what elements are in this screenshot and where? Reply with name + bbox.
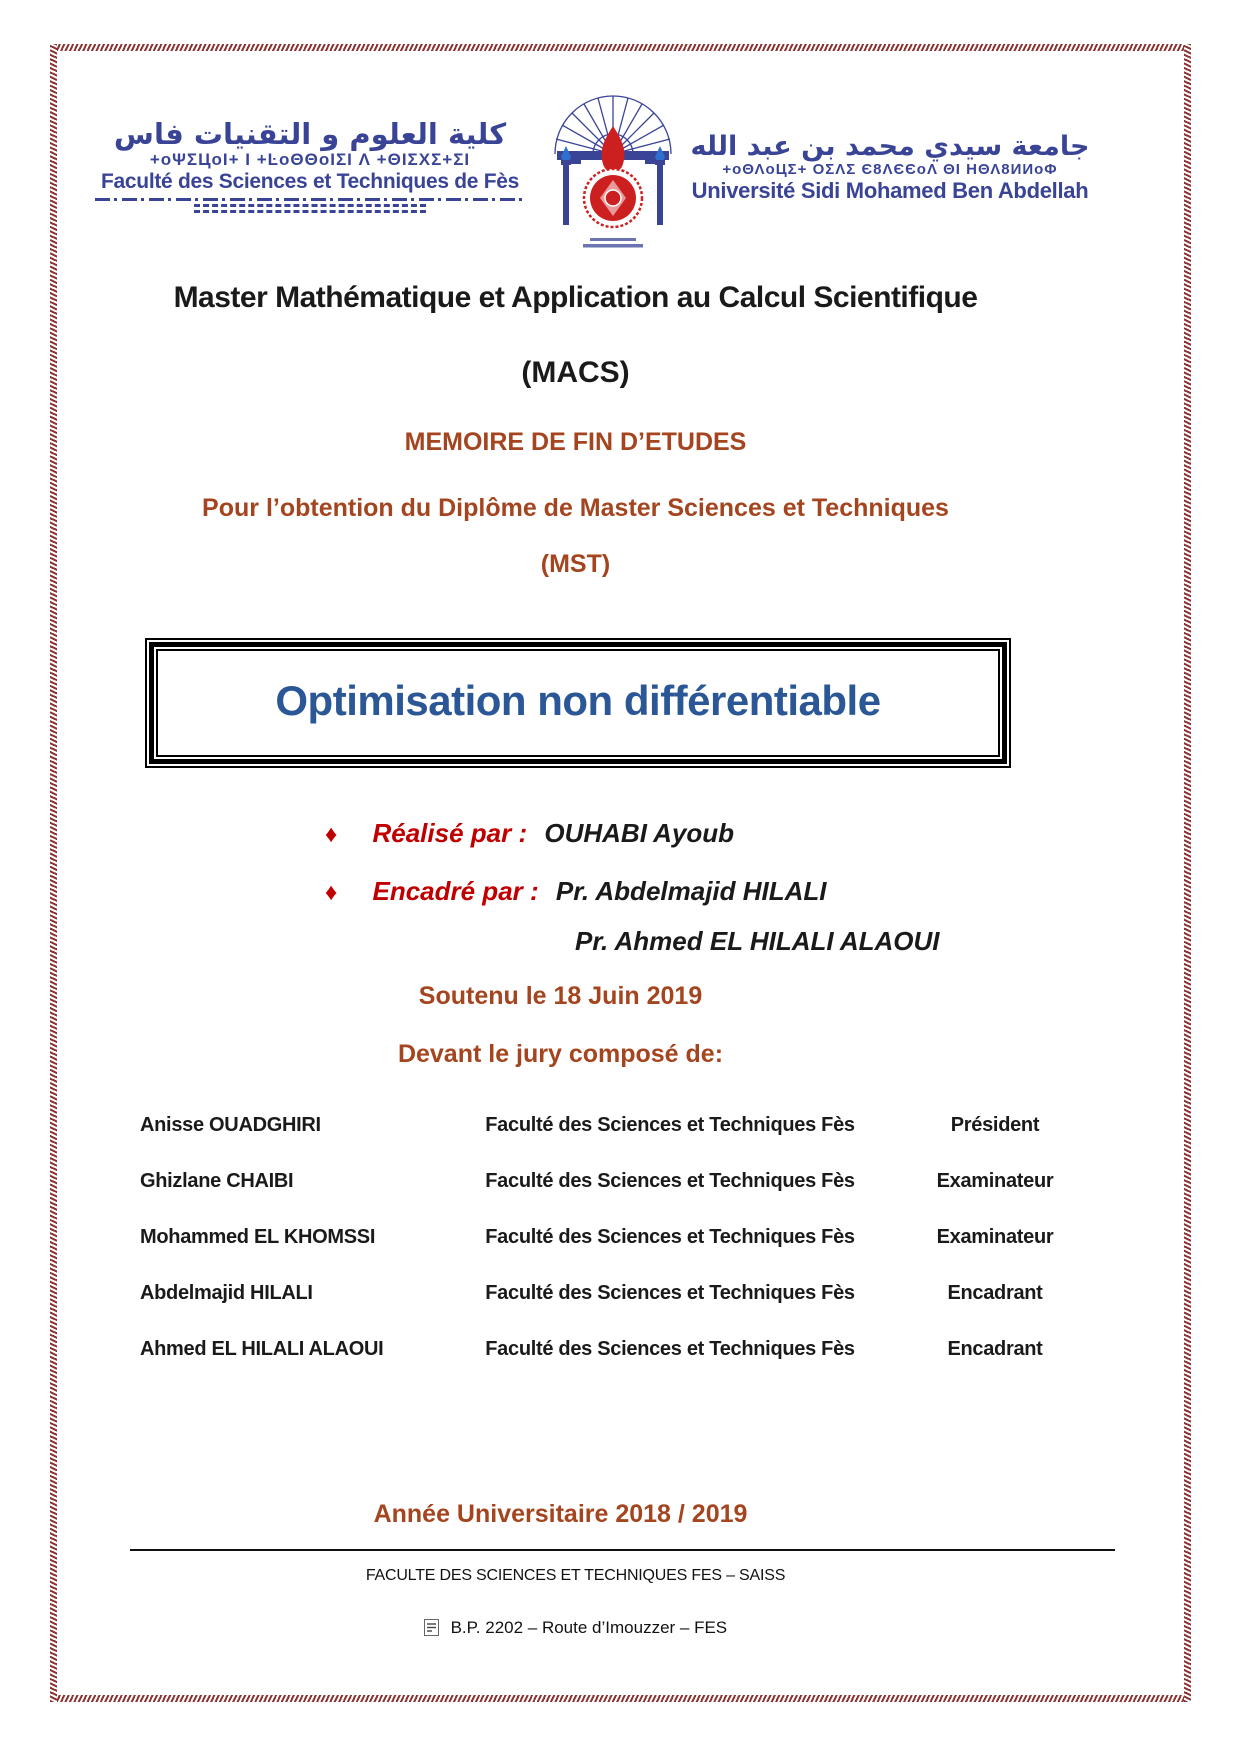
usmba-logo-block xyxy=(645,132,1135,204)
usmba-tifinagh-text: +oΘΛoЦΣ+ ΟΣΛΣ Є8ΛЄЄoΛ ΘΙ ΗΘΛ8ИИoΦ xyxy=(722,161,1058,179)
supervisor2-name: Pr. Ahmed EL HILALI ALAOUI xyxy=(575,926,940,956)
author-name: OUHABI Ayoub xyxy=(544,818,735,848)
usmba-name-text: Université Sidi Mohamed Ben Abdellah xyxy=(691,178,1089,204)
border-top xyxy=(50,44,1191,51)
fst-logo-block xyxy=(95,118,525,213)
jury-name: Abdelmajid HILALI xyxy=(140,1282,313,1304)
jury-role: Encadrant xyxy=(947,1282,1043,1304)
jury-affiliation: Faculté des Sciences et Techniques Fès xyxy=(485,1114,855,1136)
fst-underline-decoration xyxy=(95,198,525,201)
jury-name: Ghizlane CHAIBI xyxy=(140,1170,294,1192)
fst-underline-decoration-2 xyxy=(194,204,426,213)
master-program-title: Master Mathématique et Application au Calcul Scientifique xyxy=(173,281,978,314)
diploma-acronym: (MST) xyxy=(540,550,611,578)
defense-date: Soutenu le 18 Juin 2019 xyxy=(418,982,703,1010)
address-line: B.P. 2202 – Route d’Imouzzer – FES xyxy=(450,1618,728,1637)
academic-year: Année Universitaire 2018 / 2019 xyxy=(373,1500,748,1528)
jury-row xyxy=(140,1338,1090,1361)
jury-heading: Devant le jury composé de: xyxy=(397,1040,724,1068)
document-icon xyxy=(424,1619,439,1641)
jury-role: Examinateur xyxy=(936,1226,1054,1248)
jury-row xyxy=(140,1114,1090,1137)
diamond-bullet-icon: ♦ xyxy=(325,821,338,848)
jury-name: Mohammed EL KHOMSSI xyxy=(140,1226,376,1248)
jury-name: Ahmed EL HILALI ALAOUI xyxy=(140,1338,384,1360)
fst-arabic-text: كلية العلوم و التقنيات فاس xyxy=(113,117,507,151)
footer-divider xyxy=(130,1549,1115,1551)
thesis-title: Optimisation non différentiable xyxy=(275,677,881,724)
jury-affiliation: Faculté des Sciences et Techniques Fès xyxy=(485,1282,855,1304)
jury-affiliation: Faculté des Sciences et Techniques Fès xyxy=(485,1170,855,1192)
jury-role: Encadrant xyxy=(947,1338,1043,1360)
address-row xyxy=(10,1618,1141,1641)
jury-affiliation: Faculté des Sciences et Techniques Fès xyxy=(485,1338,855,1360)
faculty-footer-line: FACULTE DES SCIENCES ET TECHNIQUES FES – SAISS xyxy=(365,1567,786,1584)
thesis-title-box xyxy=(145,638,1011,768)
jury-row xyxy=(140,1170,1090,1193)
diamond-bullet-icon: ♦ xyxy=(325,879,338,906)
usmba-arabic-text: جامعة سيدي محمد بن عبد الله xyxy=(690,131,1090,162)
jury-row xyxy=(140,1282,1090,1305)
jury-table xyxy=(140,1114,1090,1394)
encadre-row xyxy=(325,876,827,907)
fst-name-text: Faculté des Sciences et Techniques de Fès xyxy=(101,169,519,193)
memoire-heading: MEMOIRE DE FIN D’ETUDES xyxy=(404,428,747,456)
master-acronym: (MACS) xyxy=(521,356,630,389)
supervisor1-name: Pr. Abdelmajid HILALI xyxy=(555,876,827,906)
border-right xyxy=(1184,44,1191,1702)
fst-tifinagh-text: +oΨΣЦoI+ I +ĿoΘΘoIΣI Λ +ΘIΣΧΣ+ΣI xyxy=(149,150,471,170)
jury-affiliation: Faculté des Sciences et Techniques Fès xyxy=(485,1226,855,1248)
jury-role: Président xyxy=(950,1114,1040,1136)
jury-role: Examinateur xyxy=(936,1170,1054,1192)
realise-row xyxy=(325,818,734,849)
jury-name: Anisse OUADGHIRI xyxy=(140,1114,321,1136)
thesis-title-box-inner-border xyxy=(156,649,1000,757)
border-bottom xyxy=(50,1695,1191,1702)
thesis-title-box-mid-border xyxy=(149,642,1007,764)
encadre-label: Encadré par : xyxy=(372,876,539,906)
diploma-line: Pour l’obtention du Diplôme de Master Sciences et Techniques xyxy=(202,494,949,522)
realise-label: Réalisé par : xyxy=(372,818,528,848)
jury-row xyxy=(140,1226,1090,1249)
